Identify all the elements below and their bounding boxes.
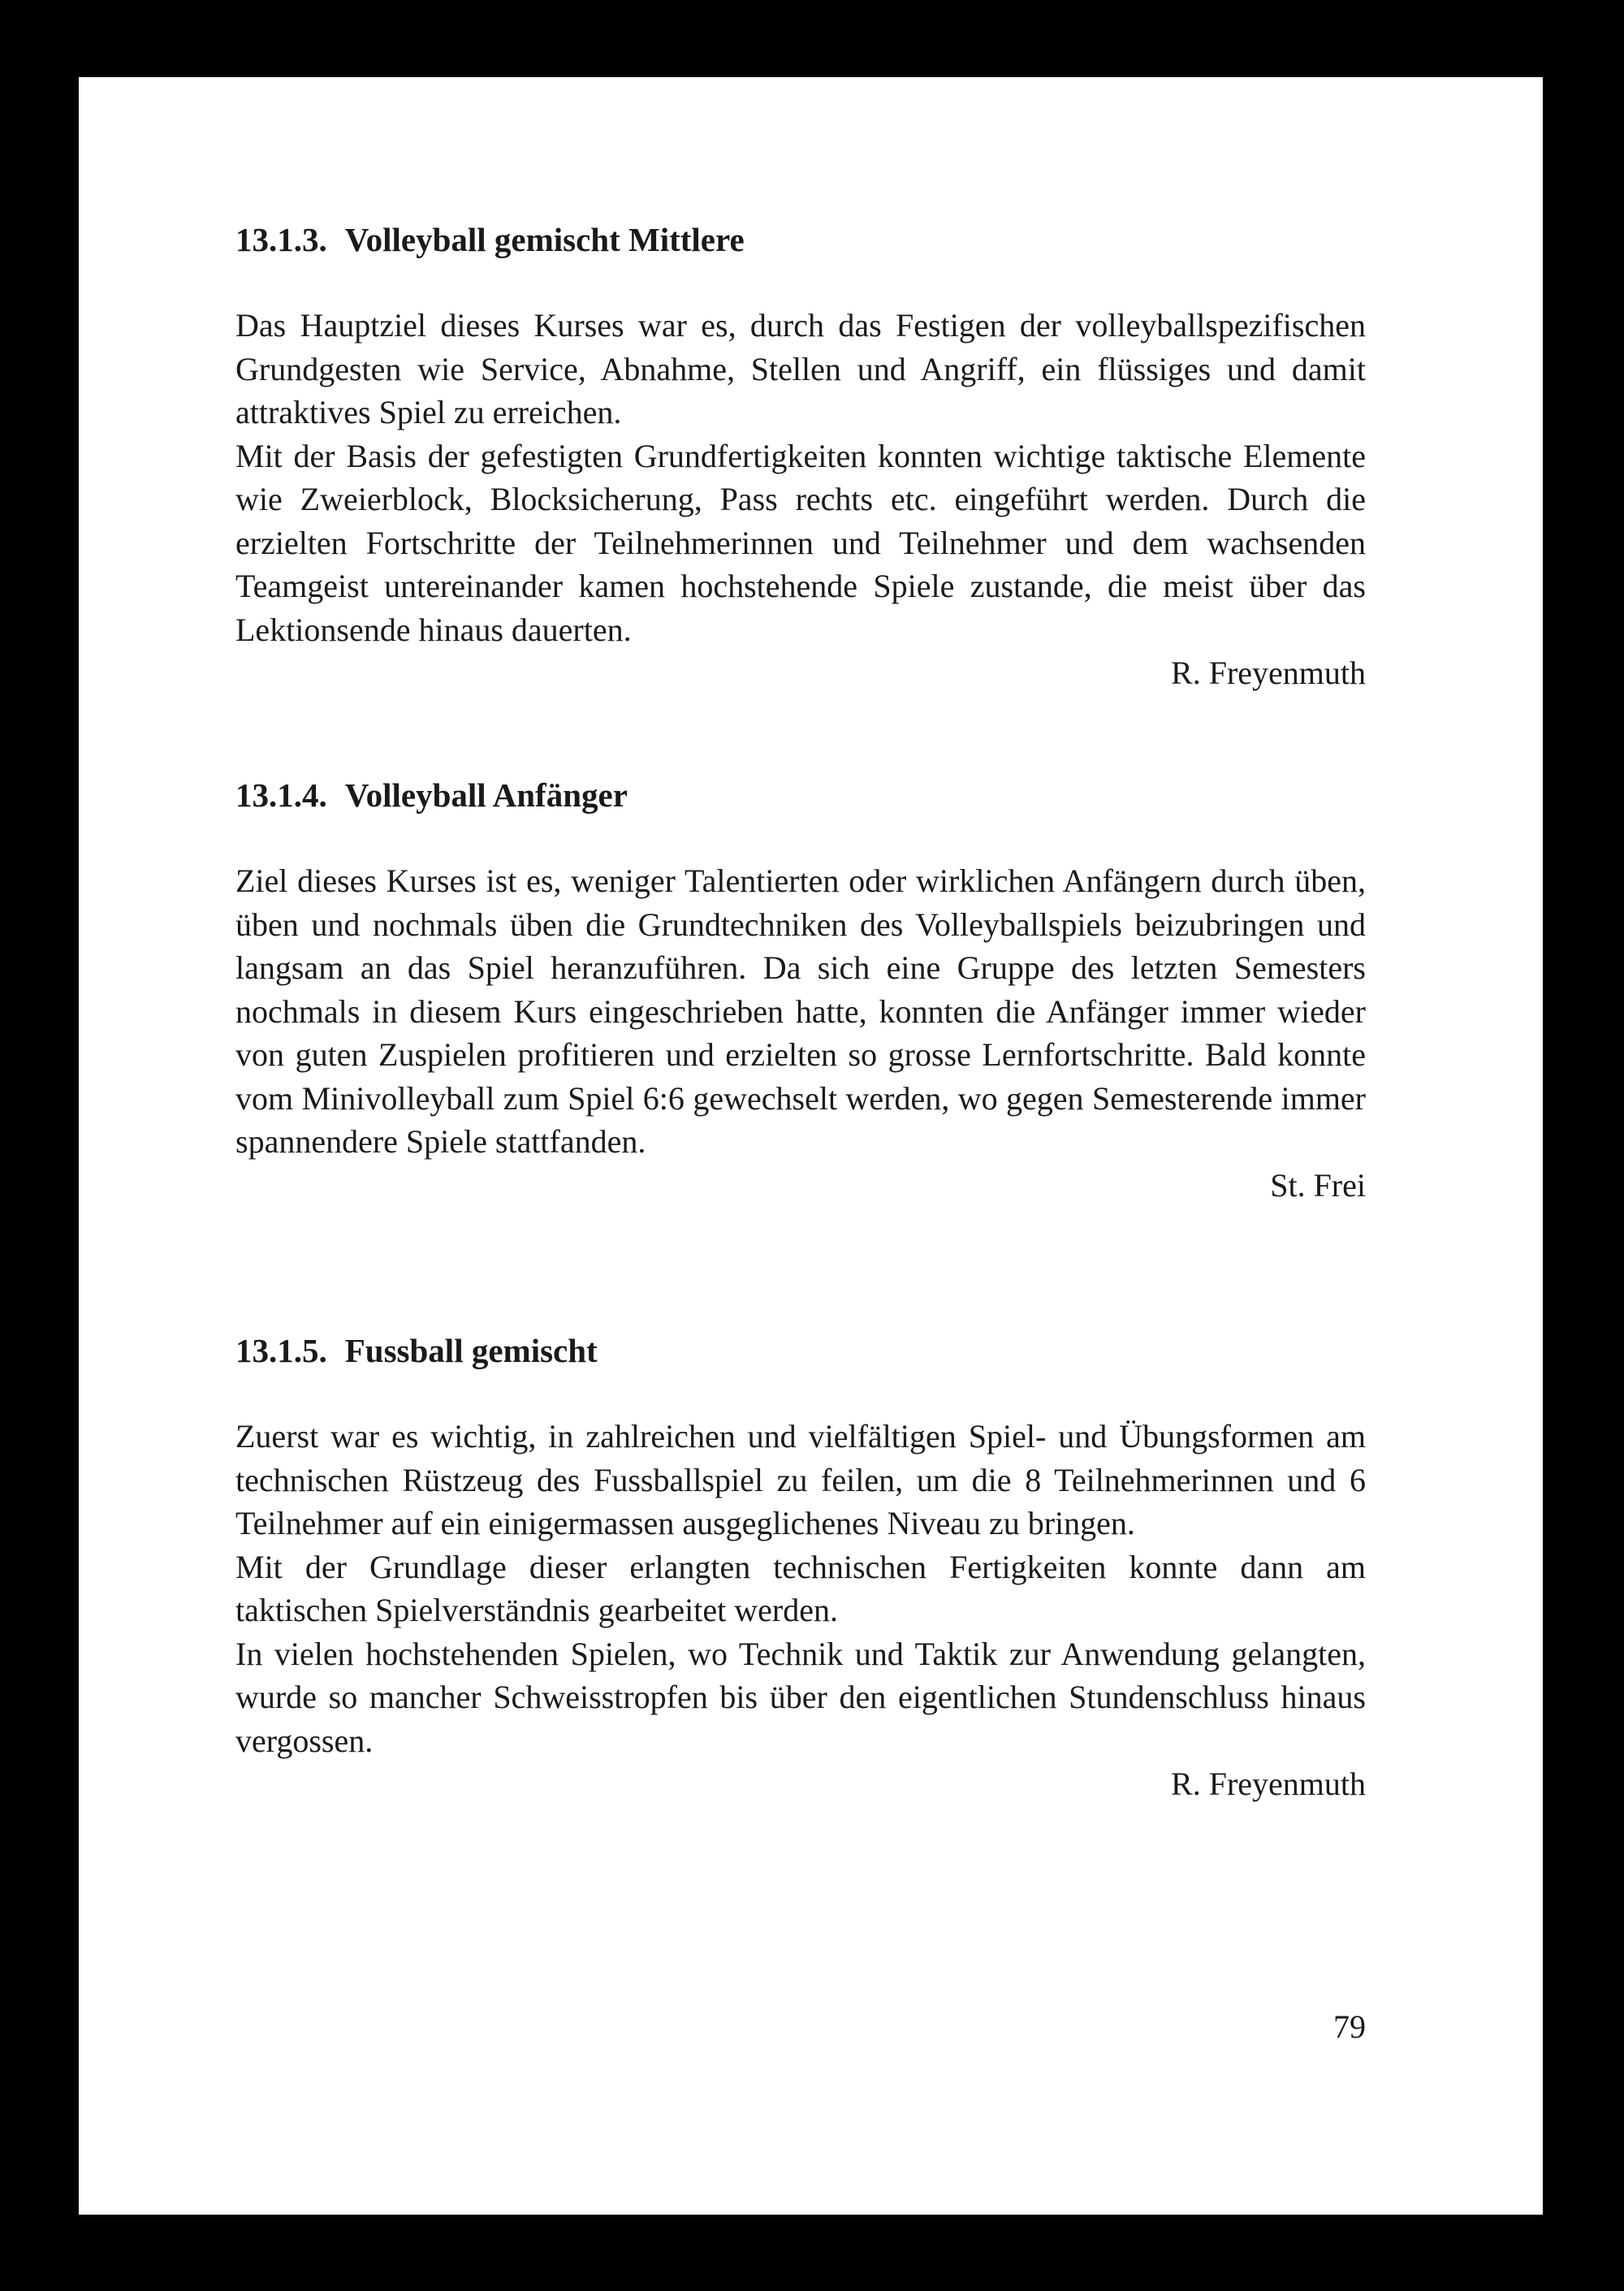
section-body [235, 859, 1366, 1164]
section-number: 13.1.3. [235, 221, 327, 258]
page-number: 79 [1333, 2008, 1366, 2045]
paragraph: Ziel dieses Kurses ist es, weniger Talentierten oder wirklichen Anfängern durch üben, üben und nochmals üben die Grundtechniken des Volleyballspiels beizubringen und langsam an das Spiel heranzuführen. Da sich eine Gruppe des letzten Semesters nochmals in diesem Kurs eingeschrieben hatte, konnten die Anfänger immer wieder von guten Zuspielen profitieren und erzielten so grosse Lernfortschritte. Bald konnte vom Minivolleyball zum Spiel 6:6 gewechselt werden, wo gegen Semesterende immer spannendere Spiele stattfanden. [235, 862, 1366, 1160]
section-heading [235, 773, 1366, 817]
section-volleyball-mittlere [235, 218, 1366, 695]
section-volleyball-anfaenger [235, 773, 1366, 1207]
document-page [79, 77, 1543, 2215]
paragraph: In vielen hochstehenden Spielen, wo Technik und Taktik zur Anwendung gelangten, wurde so mancher Schweisstropfen bis über den eigentlichen Stundenschluss hinaus vergossen. [235, 1635, 1366, 1759]
author-signature: R. Freyenmuth [1171, 655, 1366, 691]
section-body [235, 304, 1366, 651]
section-number: 13.1.5. [235, 1332, 327, 1369]
paragraph: Zuerst war es wichtig, in zahlreichen und vielfältigen Spiel- und Übungsformen am technischen Rüstzeug des Fussballspiel zu feilen, um die 8 Teilnehmerinnen und 6 Teilnehmer auf ein einigermassen ausgeglichenes Niveau zu bringen. [235, 1418, 1366, 1541]
section-heading [235, 1329, 1366, 1372]
paragraph: Mit der Grundlage dieser erlangten technischen Fertigkeiten konnte dann am taktischen Spielverständnis gearbeitet werden. [235, 1548, 1366, 1628]
paragraph: Das Hauptziel dieses Kurses war es, durch das Festigen der volleyballspezifischen Grundgesten wie Service, Abnahme, Stellen und Angriff, ein flüssiges und damit attraktives Spiel zu erreichen. [235, 307, 1366, 430]
author-signature: St. Frei [1270, 1166, 1366, 1204]
author-signature: R. Freyenmuth [1171, 1766, 1366, 1802]
section-title: Volleyball Anfänger [344, 776, 628, 814]
section-body [235, 1415, 1366, 1762]
section-title: Volleyball gemischt Mittlere [344, 221, 745, 258]
section-title: Fussball gemischt [344, 1332, 598, 1369]
paragraph: Mit der Basis der gefestigten Grundfertigkeiten konnten wichtige taktische Elemente wie Zweierblock, Blocksicherung, Pass rechts etc. eingeführt werden. Durch die erzielten Fortschritte der Teilnehmerinnen und Teilnehmer und dem wachsenden Teamgeist untereinander kamen hochstehende Spiele zustande, die meist über das Lektionsende hinaus dauerten. [235, 437, 1366, 648]
section-fussball-gemischt [235, 1329, 1366, 1806]
section-number: 13.1.4. [235, 776, 327, 814]
section-heading [235, 218, 1366, 262]
